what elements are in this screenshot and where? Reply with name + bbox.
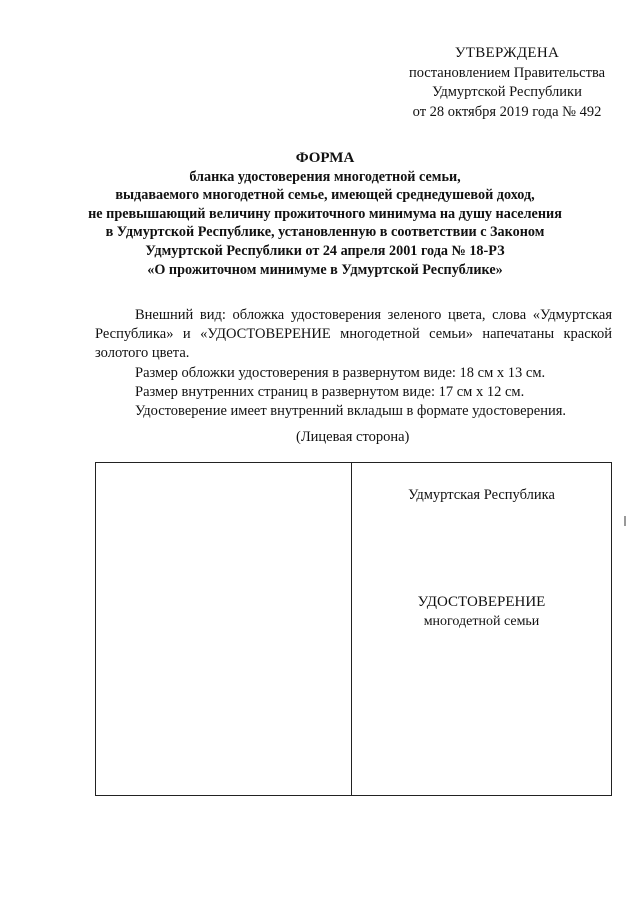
certificate-cover [95,462,612,796]
pages-size-paragraph: Размер внутренних страниц в развернутом виде: 17 см х 12 см. [135,383,525,400]
front-side-label: (Лицевая сторона) [296,429,410,445]
cover-certificate-title [352,593,611,631]
cover-front-panel [352,463,611,795]
cover-back-panel [96,463,352,795]
title-line: «О прожиточном минимуме в Удмуртской Республике» [147,261,503,278]
approval-heading: УТВЕРЖДЕНА [454,45,560,61]
approval-line-1: постановлением Правительства [408,64,606,81]
certificate-subheading: многодетной семьи [423,614,540,629]
document-title [40,149,610,279]
title-line: не превышающий величину прожиточного минимума на душу населения [88,205,562,222]
approval-line-2: Удмуртской Республики [432,84,582,100]
description-block [95,306,612,421]
title-line: в Удмуртской Республике, установленную в соответствии с Законом [105,224,545,241]
cover-size-paragraph: Размер обложки удостоверения в развернутом виде: 18 см х 13 см. [135,364,546,381]
title-line: Удмуртской Республики от 24 апреля 2001 года № 18-РЗ [145,242,505,259]
cover-republic-text: Удмуртская Республика [408,487,555,503]
approval-line-3: от 28 октября 2019 года № 492 [412,103,602,120]
title-line: бланка удостоверения многодетной семьи, [189,168,461,185]
certificate-heading: УДОСТОВЕРЕНИЕ [417,594,546,610]
insert-paragraph: Удостоверение имеет внутренний вкладыш в формате удостоверения. [135,403,567,420]
appearance-paragraph: Внешний вид: обложка удостоверения зеленого цвета, слова «Удмуртская Республика» и «УДОСТОВЕРЕНИЕ многодетной семьи» напечатаны краской золотого цвета. [95,307,612,362]
approval-block [392,44,622,122]
form-heading: ФОРМА [295,150,355,166]
scan-edge-mark [624,516,626,526]
title-line: выдаваемого многодетной семье, имеющей среднедушевой доход, [115,187,535,204]
